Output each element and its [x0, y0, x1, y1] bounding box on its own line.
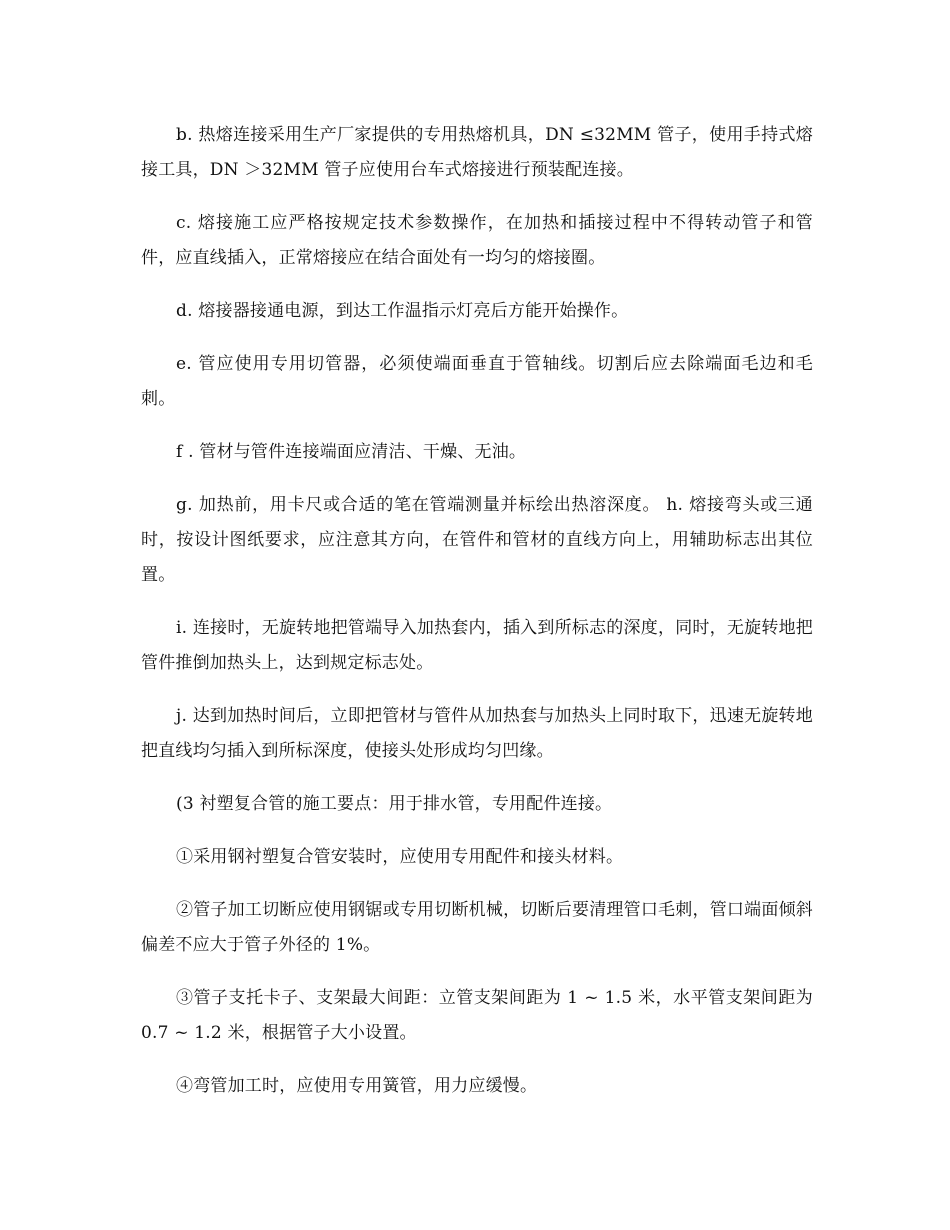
paragraph-item-4: ④弯管加工时，应使用专用簧管，用力应缓慢。	[176, 1076, 538, 1096]
paragraph-i-insertion: i. 连接时，无旋转地把管端导入加热套内，插入到所标志的深度，同时，无旋转地把管件推倒加热头上，达到规定标志处。	[141, 618, 813, 673]
paragraph-e-pipe-cutting: e. 管应使用专用切管器，必须使端面垂直于管轴线。切割后应去除端面毛边和毛刺。	[141, 354, 813, 409]
paragraph-b-hot-melt-tools: b. 热熔连接采用生产厂家提供的专用热熔机具，DN ≤32MM 管子，使用手持式熔接工具，DN ＞32MM 管子应使用台车式熔接进行预装配连接。	[141, 125, 813, 180]
paragraph-j-heating-time: j. 达到加热时间后，立即把管材与管件从加热套与加热头上同时取下，迅速无旋转地把直线均匀插入到所标深度，使接头处形成均匀凹缘。	[141, 706, 813, 761]
paragraph-item-2: ②管子加工切断应使用钢锯或专用切断机械，切断后要清理管口毛刺，管口端面倾斜偏差不应大于管子外径的 1%。	[141, 900, 813, 955]
paragraph-c-welding-parameters: c. 熔接施工应严格按规定技术参数操作，在加热和插接过程中不得转动管子和管件，应直线插入，正常熔接应在结合面处有一均匀的熔接圈。	[141, 213, 813, 268]
paragraph-f-clean-ends: f . 管材与管件连接端面应清洁、干燥、无油。	[176, 442, 527, 462]
paragraph-g-h-marking: g. 加热前，用卡尺或合适的笔在管端测量并标绘出热溶深度。 h. 熔接弯头或三通时，按设计图纸要求，应注意其方向，在管件和管材的直线方向上，用辅助标志出其位置。	[141, 495, 813, 585]
document-body	[141, 118, 813, 1122]
paragraph-d-power-on: d. 熔接器接通电源，到达工作温指示灯亮后方能开始操作。	[176, 301, 629, 321]
paragraph-item-1: ①采用钢衬塑复合管安装时，应使用专用配件和接头材料。	[176, 847, 624, 867]
paragraph-lined-pipe-heading: (3 衬塑复合管的施工要点：用于排水管，专用配件连接。	[176, 794, 613, 814]
paragraph-item-3: ③管子支托卡子、支架最大间距：立管支架间距为 1 ~ 1.5 米，水平管支架间距为 0.7 ~ 1.2 米，根据管子大小设置。	[141, 988, 813, 1043]
